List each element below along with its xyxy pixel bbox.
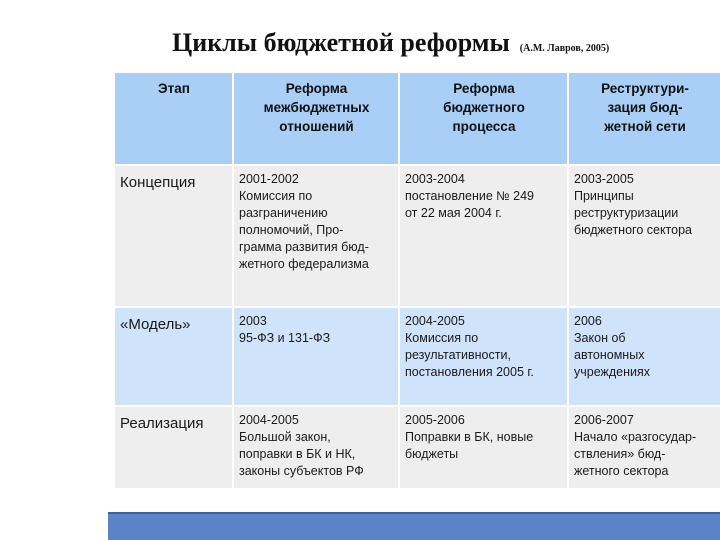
- slide-title: [172, 28, 609, 58]
- header-network-restructuring: Реструктури- зация бюд- жетной сети: [569, 73, 720, 166]
- table-cell: 2003-2004 постановление № 249 от 22 мая 2004 г.: [400, 166, 569, 308]
- table-cell: 2004-2005 Комиссия по результативности, постановления 2005 г.: [400, 308, 569, 407]
- table-cell: 2003 95-ФЗ и 131-ФЗ: [234, 308, 400, 407]
- header-stage: Этап: [115, 73, 234, 166]
- table-cell: 2005-2006 Поправки в БК, новые бюджеты: [400, 407, 569, 490]
- table-cell: 2004-2005 Большой закон, поправки в БК и НК, законы субъектов РФ: [234, 407, 400, 490]
- header-interbudget-reform: Реформа межбюджетных отношений: [234, 73, 400, 166]
- row-stage-implementation: Реализация: [115, 407, 234, 490]
- row-stage-model: «Модель»: [115, 308, 234, 407]
- header-budget-process-reform: Реформа бюджетного процесса: [400, 73, 569, 166]
- table-cell: 2006-2007 Начало «разгосудар- ствления» бюд- жетного сектора: [569, 407, 720, 490]
- source-citation: (А.М. Лавров, 2005): [519, 43, 610, 54]
- table-cell: 2003-2005 Принципы реструктуризации бюджетного сектора: [569, 166, 720, 308]
- title-text: Циклы бюджетной реформы: [172, 28, 510, 57]
- row-stage-concept: Концепция: [115, 166, 234, 308]
- footer-bar: [108, 512, 720, 540]
- reform-cycles-table: [115, 73, 720, 490]
- table-cell: 2001-2002 Комиссия по разграничению полномочий, Про- грамма развития бюд- жетного федерализма: [234, 166, 400, 308]
- table-cell: 2006 Закон об автономных учреждениях: [569, 308, 720, 407]
